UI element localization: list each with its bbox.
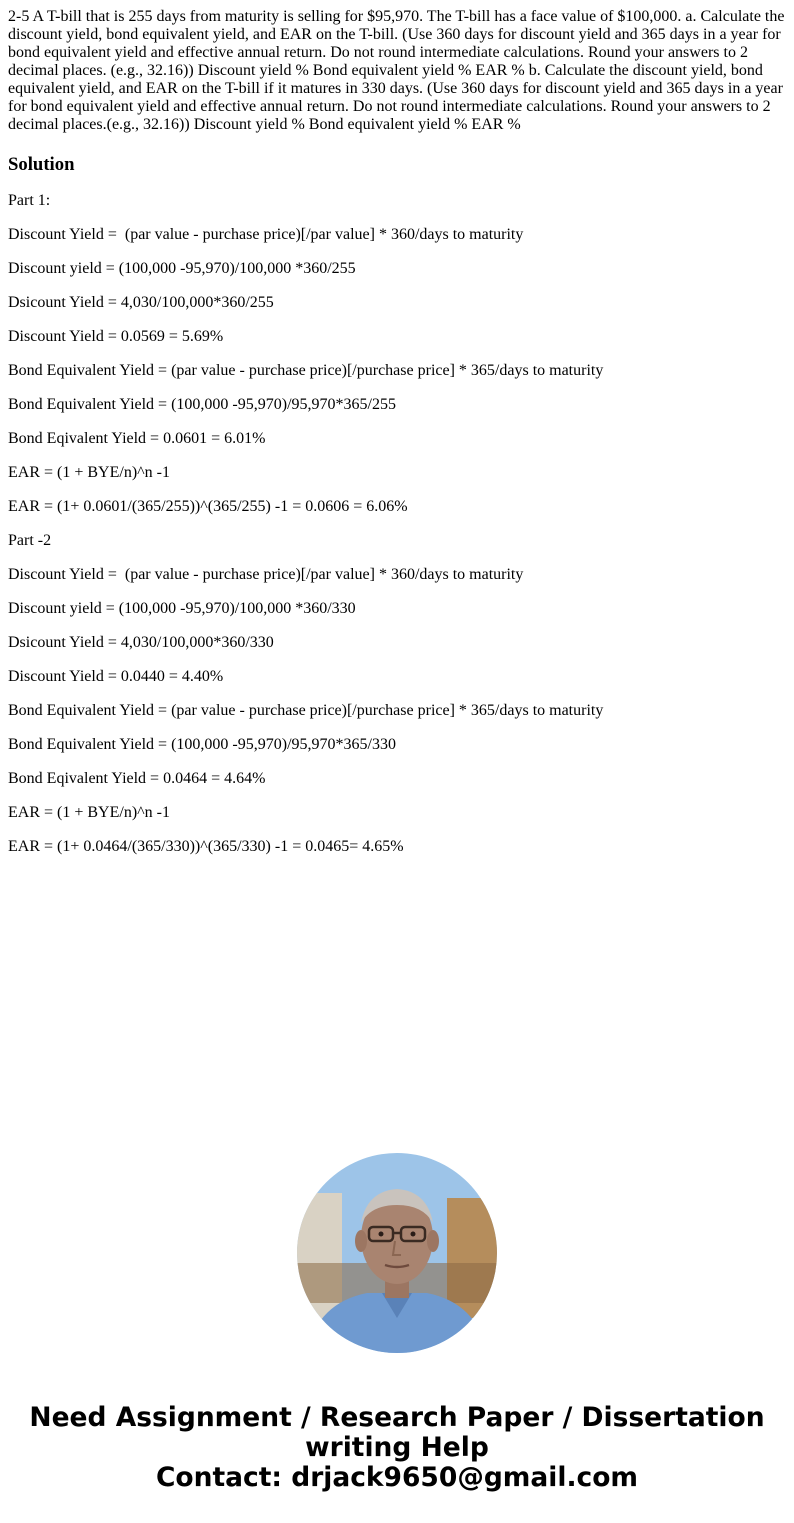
solution-step: Bond Equivalent Yield = (100,000 -95,970)/95,970*365/330 xyxy=(8,736,396,753)
solution-step: Discount Yield = 0.0569 = 5.69% xyxy=(8,328,224,345)
solution-step: Discount Yield = (par value - purchase price)[/par value] * 360/days to maturity xyxy=(8,226,524,243)
solution-step: Part -2 xyxy=(8,532,52,549)
solution-step: Bond Eqivalent Yield = 0.0601 = 6.01% xyxy=(8,430,266,447)
solution-step: Discount Yield = (par value - purchase price)[/par value] * 360/days to maturity xyxy=(8,566,524,583)
person-portrait-icon xyxy=(297,1153,497,1353)
solution-step: EAR = (1+ 0.0601/(365/255))^(365/255) -1 = 0.0606 = 6.06% xyxy=(8,498,408,515)
contact-email: Contact: drjack9650@gmail.com xyxy=(155,1462,639,1493)
question-text: 2-5 A T-bill that is 255 days from maturity is selling for $95,970. The T-bill has a face value of $100,000. a. Calculate the discount yield, bond equivalent yield, and EAR on the T-bill. (Use 360 days for discount yield and 365 days in a year for bond equivalent yield and effective annual return. Do not round intermediate calculations. Round your answers to 2 decimal places. (e.g., 32.16)) Discount yield % Bond equivalent yield % EAR % b. Calculate the discount yield, bond equivalent yield, and EAR on the T-bill if it matures in 330 days. (Use 360 days for discount yield and 365 days in a year for bond equivalent yield and effective annual return. Do not round intermediate calculations. Round your answers to 2 decimal places.(e.g., 32.16)) Discount yield % Bond equivalent yield % EAR % xyxy=(8,8,785,133)
contact-banner xyxy=(0,1403,794,1493)
solution-step: Discount yield = (100,000 -95,970)/100,000 *360/255 xyxy=(8,260,356,277)
solution-heading: Solution xyxy=(8,154,75,175)
solution-step: Dsicount Yield = 4,030/100,000*360/255 xyxy=(8,294,274,311)
document-content xyxy=(8,8,786,872)
solution-step: Discount Yield = 0.0440 = 4.40% xyxy=(8,668,224,685)
solution-step: Bond Equivalent Yield = (100,000 -95,970)/95,970*365/255 xyxy=(8,396,396,413)
solution-step: Part 1: xyxy=(8,192,51,209)
solution-steps xyxy=(8,192,786,856)
solution-step: Discount yield = (100,000 -95,970)/100,000 *360/330 xyxy=(8,600,356,617)
solution-step: EAR = (1+ 0.0464/(365/330))^(365/330) -1 = 0.0465= 4.65% xyxy=(8,838,404,855)
solution-step: Dsicount Yield = 4,030/100,000*360/330 xyxy=(8,634,274,651)
solution-step: EAR = (1 + BYE/n)^n -1 xyxy=(8,804,170,821)
banner-line: writing Help xyxy=(305,1432,489,1463)
solution-step: Bond Equivalent Yield = (par value - purchase price)[/purchase price] * 365/days to maturity xyxy=(8,362,604,379)
solution-step: Bond Eqivalent Yield = 0.0464 = 4.64% xyxy=(8,770,266,787)
author-avatar xyxy=(297,1153,497,1353)
solution-step: Bond Equivalent Yield = (par value - purchase price)[/purchase price] * 365/days to maturity xyxy=(8,702,604,719)
banner-line: Need Assignment / Research Paper / Dissertation xyxy=(29,1402,765,1433)
solution-step: EAR = (1 + BYE/n)^n -1 xyxy=(8,464,170,481)
